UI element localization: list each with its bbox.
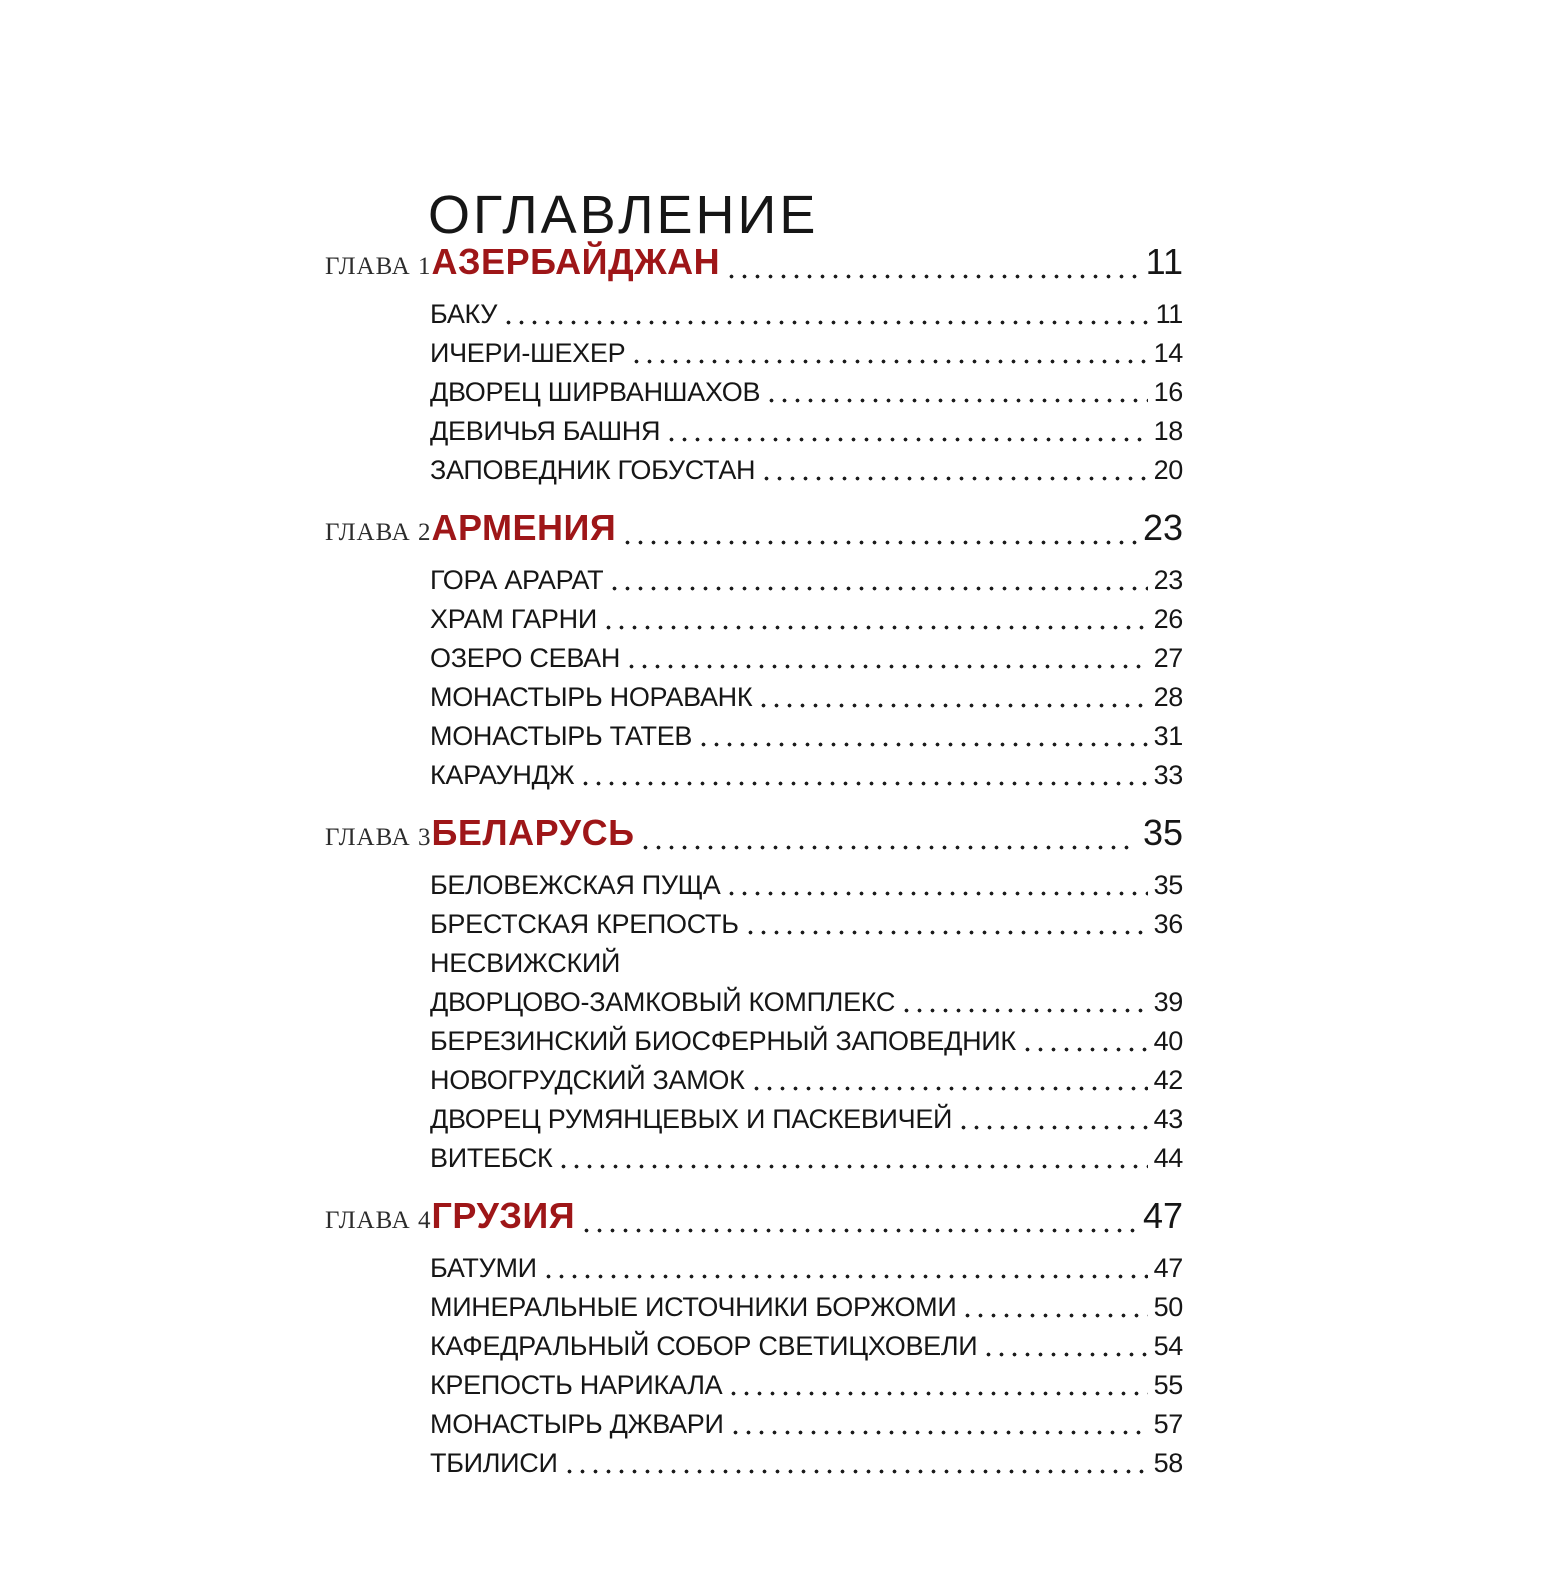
toc-entry-title: ХРАМ ГАРНИ	[430, 604, 597, 634]
toc-entry	[430, 1100, 1183, 1139]
dot-leader	[748, 930, 1148, 935]
chapter-block-belarus	[325, 795, 1183, 1178]
chapter-heading-row	[325, 811, 1183, 860]
chapter-title: АРМЕНИЯ	[431, 507, 617, 548]
toc-entry-page: 11	[1155, 299, 1183, 329]
toc-entry	[430, 1249, 1183, 1288]
chapter-title: БЕЛАРУСЬ	[431, 812, 635, 853]
dot-leader	[629, 664, 1147, 669]
toc-entry-title: ДЕВИЧЬЯ БАШНЯ	[430, 416, 661, 446]
toc-entry-title: БАТУМИ	[430, 1253, 537, 1283]
dot-leader	[729, 274, 1139, 279]
toc-entry-title: МОНАСТЫРЬ ТАТЕВ	[430, 721, 693, 751]
toc-entry-title: КРЕПОСТЬ НАРИКАЛА	[430, 1370, 723, 1400]
toc-entry-title: БРЕСТСКАЯ КРЕПОСТЬ	[430, 909, 739, 939]
toc-entry-page: 36	[1153, 909, 1183, 939]
toc-entry-first-line	[430, 944, 1183, 983]
toc-entry	[430, 373, 1183, 412]
chapter-entries	[430, 295, 1183, 490]
dot-leader	[754, 1086, 1148, 1091]
toc-entry-page: 23	[1153, 565, 1183, 595]
toc-entry-title: ВИТЕБСК	[430, 1143, 553, 1173]
chapter-page-number: 11	[1145, 241, 1183, 282]
chapter-block-armenia	[325, 490, 1183, 795]
toc-entry	[430, 1327, 1183, 1366]
dot-leader	[584, 1228, 1137, 1233]
dot-leader	[961, 1125, 1147, 1130]
toc-entry	[430, 639, 1183, 678]
chapter-page-number: 47	[1142, 1195, 1183, 1236]
toc-entry-page: 58	[1153, 1448, 1183, 1478]
toc-entry-title: МОНАСТЫРЬ ДЖВАРИ	[430, 1409, 724, 1439]
toc-entry-title: ГОРА АРАРАТ	[430, 565, 604, 595]
toc-entry-title: ЗАПОВЕДНИК ГОБУСТАН	[430, 455, 756, 485]
toc-entry	[430, 1139, 1183, 1178]
toc-entry-page: 42	[1153, 1065, 1183, 1095]
toc-entry	[430, 1061, 1183, 1100]
dot-leader	[761, 703, 1147, 708]
dot-leader	[546, 1274, 1148, 1279]
chapter-entries	[430, 561, 1183, 795]
chapter-heading-row	[325, 1194, 1183, 1243]
toc-entry-page: 14	[1153, 338, 1183, 368]
table-of-contents	[325, 240, 1183, 1483]
dot-leader	[643, 845, 1137, 850]
toc-entry	[430, 1444, 1183, 1483]
toc-entry	[430, 561, 1183, 600]
chapter-title: ГРУЗИЯ	[431, 1195, 576, 1236]
chapter-label: ГЛАВА 2	[325, 519, 432, 546]
dot-leader	[634, 359, 1147, 364]
toc-entry-page: 55	[1153, 1370, 1183, 1400]
dot-leader	[731, 1391, 1147, 1396]
toc-entry	[430, 1022, 1183, 1061]
toc-entry-page: 28	[1153, 682, 1183, 712]
toc-entry-page: 40	[1153, 1026, 1183, 1056]
dot-leader	[701, 742, 1147, 747]
dot-leader	[904, 1008, 1147, 1013]
toc-entry	[430, 412, 1183, 451]
toc-entry-page: 54	[1153, 1331, 1183, 1361]
chapter-page-number: 35	[1142, 812, 1183, 853]
toc-entry	[430, 678, 1183, 717]
toc-entry-title: БЕРЕЗИНСКИЙ БИОСФЕРНЫЙ ЗАПОВЕДНИК	[430, 1026, 1016, 1056]
toc-entry	[430, 1366, 1183, 1405]
toc-entry	[430, 295, 1183, 334]
dot-leader	[583, 781, 1147, 786]
dot-leader	[729, 891, 1147, 896]
toc-entry	[430, 451, 1183, 490]
toc-entry	[430, 600, 1183, 639]
toc-entry-page: 57	[1153, 1409, 1183, 1439]
toc-entry-page: 44	[1153, 1143, 1183, 1173]
dot-leader	[669, 437, 1147, 442]
dot-leader	[506, 320, 1149, 325]
toc-entry-page: 26	[1153, 604, 1183, 634]
dot-leader	[625, 540, 1137, 545]
chapter-label: ГЛАВА 3	[325, 824, 432, 851]
dot-leader	[733, 1430, 1148, 1435]
chapter-block-georgia	[325, 1178, 1183, 1483]
toc-entry-title: НЕСВИЖСКИЙ	[430, 948, 621, 978]
toc-entry-title: КАФЕДРАЛЬНЫЙ СОБОР СВЕТИЦХОВЕЛИ	[430, 1331, 978, 1361]
toc-entry-title: ДВОРЕЦ ШИРВАНШАХОВ	[430, 377, 761, 407]
toc-entry-page: 31	[1153, 721, 1183, 751]
dot-leader	[567, 1469, 1148, 1474]
toc-entry	[430, 905, 1183, 944]
dot-leader	[965, 1313, 1147, 1318]
chapter-page-number: 23	[1142, 507, 1183, 548]
toc-entry-title: БЕЛОВЕЖСКАЯ ПУЩА	[430, 870, 721, 900]
toc-entry-page: 20	[1153, 455, 1183, 485]
toc-entry-title: БАКУ	[430, 299, 498, 329]
toc-entry-title: НОВОГРУДСКИЙ ЗАМОК	[430, 1065, 745, 1095]
toc-entry	[430, 717, 1183, 756]
chapter-label: ГЛАВА 4	[325, 1207, 432, 1234]
chapter-label: ГЛАВА 1	[325, 253, 432, 280]
toc-entry-title: ДВОРЕЦ РУМЯНЦЕВЫХ И ПАСКЕВИЧЕЙ	[430, 1104, 953, 1134]
dot-leader	[561, 1164, 1147, 1169]
toc-entry-title: КАРАУНДЖ	[430, 760, 575, 790]
toc-entry	[430, 1288, 1183, 1327]
dot-leader	[764, 476, 1147, 481]
toc-entry	[430, 334, 1183, 373]
toc-entry-title: ОЗЕРО СЕВАН	[430, 643, 621, 673]
toc-entry-title: ДВОРЦОВО-ЗАМКОВЫЙ КОМПЛЕКС	[430, 987, 896, 1017]
toc-entry-title: ИЧЕРИ-ШЕХЕР	[430, 338, 626, 368]
toc-entry-page: 39	[1153, 987, 1183, 1017]
toc-entry-page: 16	[1153, 377, 1183, 407]
dot-leader	[606, 625, 1148, 630]
chapter-entries	[430, 1249, 1183, 1483]
toc-entry-page: 50	[1153, 1292, 1183, 1322]
toc-entry	[430, 983, 1183, 1022]
chapter-block-azerbaijan	[325, 240, 1183, 490]
toc-entry-page: 43	[1153, 1104, 1183, 1134]
toc-entry	[430, 1405, 1183, 1444]
dot-leader	[986, 1352, 1147, 1357]
toc-entry-page: 27	[1153, 643, 1183, 673]
toc-entry-title: ТБИЛИСИ	[430, 1448, 558, 1478]
page-title: ОГЛАВЛЕНИЕ	[428, 185, 819, 246]
toc-entry-page: 33	[1153, 760, 1183, 790]
toc-entry	[430, 756, 1183, 795]
dot-leader	[612, 586, 1147, 591]
chapter-title: АЗЕРБАЙДЖАН	[431, 241, 721, 282]
chapter-entries	[430, 866, 1183, 1178]
dot-leader	[1025, 1047, 1148, 1052]
dot-leader	[769, 398, 1147, 403]
toc-entry-page: 47	[1153, 1253, 1183, 1283]
toc-entry-title: МОНАСТЫРЬ НОРАВАНК	[430, 682, 753, 712]
toc-entry-page: 35	[1153, 870, 1183, 900]
toc-entry-page: 18	[1153, 416, 1183, 446]
toc-entry-title: МИНЕРАЛЬНЫЕ ИСТОЧНИКИ БОРЖОМИ	[430, 1292, 957, 1322]
chapter-heading-row	[325, 506, 1183, 555]
toc-entry	[430, 866, 1183, 905]
chapter-heading-row	[325, 240, 1183, 289]
